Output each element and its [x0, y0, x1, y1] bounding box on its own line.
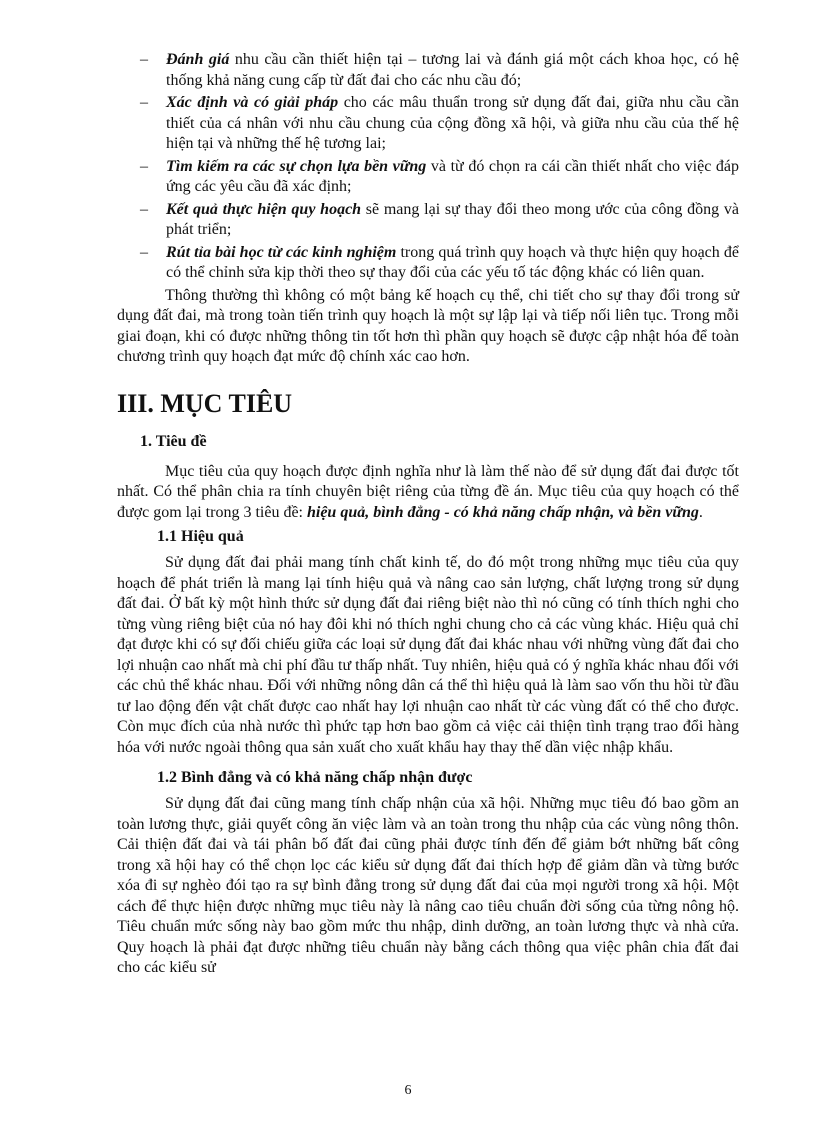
page-number: 6 [404, 1083, 412, 1098]
bullet-item [117, 50, 739, 91]
paragraph-1-2: Sử dụng đất đai cũng mang tính chấp nhận của xã hội. Những mục tiêu đó bao gồm an toàn lương thực, giải quyết công ăn việc làm và an toàn trong thu nhập của các vùng nông thôn. Cải thiện đất đai và tái phân bố đất đai cũng phải được tính đến để giảm bớt những bất công trong xã hội hay có thể chọn lọc các kiểu sử dụng đất đai thích hợp để giảm dần và từng bước xóa đi sự nghèo đói tạo ra sự bình đẳng trong sử dụng đất đai của mọi người trong xã hội. Một cách để thực hiện được những mục tiêu này là nâng cao tiêu chuẩn đời sống của từng nông hộ. Tiêu chuẩn mức sống này bao gồm mức thu nhập, dinh dưỡng, an toàn lương thực và nhà cửa. Quy hoạch là phải đạt được những tiêu chuẩn này bằng cách thông qua việc phân chia đất đai cho các kiểu sử [117, 795, 739, 976]
heading-1-1: 1.1 Hiệu quả [157, 528, 244, 545]
subsection-emphasis: hiệu quả, bình đẳng - có khả năng chấp nhận, và bền vững [306, 503, 699, 521]
section-heading: III. MỤC TIÊU [117, 388, 293, 418]
paragraph-1-1: Sử dụng đất đai phải mang tính chất kinh tế, do đó một trong những mục tiêu của quy hoạch để phát triển là mang lại tính hiệu quả và nâng cao sản lượng, chất lượng trong sử dụng đất đai. Ở bất kỳ một hình thức sử dụng đất đai riêng biệt nào thì nó cũng có tính thích nghi cho từng vùng riêng biệt của nó hay đôi khi nó thích nghi chung cho cả các vùng khác. Hiệu quả chỉ đạt được khi có sự đối chiếu giữa các loại sử dụng đất đai khác nhau với những vùng đất đai cho lợi nhuận cao nhất mà chi phí đầu tư thấp nhất. Tuy nhiên, hiệu quả có ý nghĩa khác nhau đối với các chủ thể khác nhau. Đối với những nông dân cá thể thì hiệu quả là làm sao vốn thu hồi từ đầu tư lao động đến vật chất được cao nhất hay lợi nhuận cao nhất từ các vùng đất có thể cho được. Còn mục đích của nhà nước thì phức tạp hơn bao gồm cả việc cải thiện tình trạng trao đổi hàng hóa với nước ngoài thông qua sản xuất cho xuất khẩu hay thay thế dần việc nhập khẩu. [117, 554, 739, 756]
subsection-text: Mục tiêu của quy hoạch được định nghĩa như là làm thế nào để sử dụng đất đai được tốt nhất. Có thể phân chia ra tính chuyên biệt riêng của từng đề án. Mục tiêu của quy hoạch có thể được gom lại trong 3 tiêu đề: [117, 462, 739, 521]
bullet-dash: – [140, 243, 148, 261]
heading-1-2: 1.2 Bình đẳng và có khả năng chấp nhận được [157, 769, 473, 786]
bullet-item [117, 243, 739, 284]
bullet-item [117, 157, 739, 198]
bullet-lead: Xác định và có giải pháp [166, 94, 339, 111]
subsection-paragraph [117, 462, 739, 524]
bullet-lead: Tìm kiếm ra các sự chọn lựa bền vững [166, 157, 427, 175]
bullet-lead: Rút tỉa bài học từ các kinh nghiệm [166, 243, 397, 261]
bullet-text: nhu cầu cần thiết hiện tại – tương lai và đánh giá một cách khoa học, có hệ thống khả năng cung cấp từ đất đai cho các nhu cầu đó; [166, 51, 740, 89]
bullet-lead: Đánh giá [166, 51, 230, 68]
bullet-text: và từ đó chọn ra cái cần thiết nhất cho việc đáp ứng các yêu cầu đã xác định; [166, 157, 740, 195]
bullet-item [117, 93, 739, 155]
bullet-text: cho các mâu thuẩn trong sử dụng đất đai, giữa nhu cầu cần thiết của cá nhân với nhu cầu chung của cộng đồng xã hội, và giữa nhu cầu của thế hệ hiện tại và những thế hệ tương lai; [166, 94, 739, 152]
bullet-dash: – [140, 51, 148, 68]
intro-paragraph: Thông thường thì không có một bảng kế hoạch cụ thể, chi tiết cho sự thay đổi trong sử dụng đất đai, mà trong toàn tiến trình quy hoạch là một sự lập lại và tiếp nối liên tục. Trong mỗi giai đoạn, khi có được những thông tin tốt hơn thì phần quy hoạch sẽ được cập nhật hóa để toàn chương trình quy hoạch đạt mức độ chính xác cao hơn. [117, 286, 739, 365]
document-page [117, 50, 739, 979]
bullet-dash: – [140, 94, 148, 111]
bullet-text: trong quá trình quy hoạch và thực hiện quy hoạch để có thể chỉnh sửa kịp thời theo sự thay đổi của các yếu tố tác động khác có liên quan. [166, 243, 739, 281]
subsection-heading: 1. Tiêu đề [140, 432, 207, 450]
bullet-item [117, 200, 739, 241]
bullet-dash: – [140, 200, 148, 218]
bullet-lead: Kết quả thực hiện quy hoạch [166, 200, 362, 218]
bullet-text: sẽ mang lại sự thay đổi theo mong ước của công đồng và phát triển; [166, 200, 739, 238]
bullet-dash: – [140, 157, 148, 175]
subsection-end: . [698, 503, 703, 521]
